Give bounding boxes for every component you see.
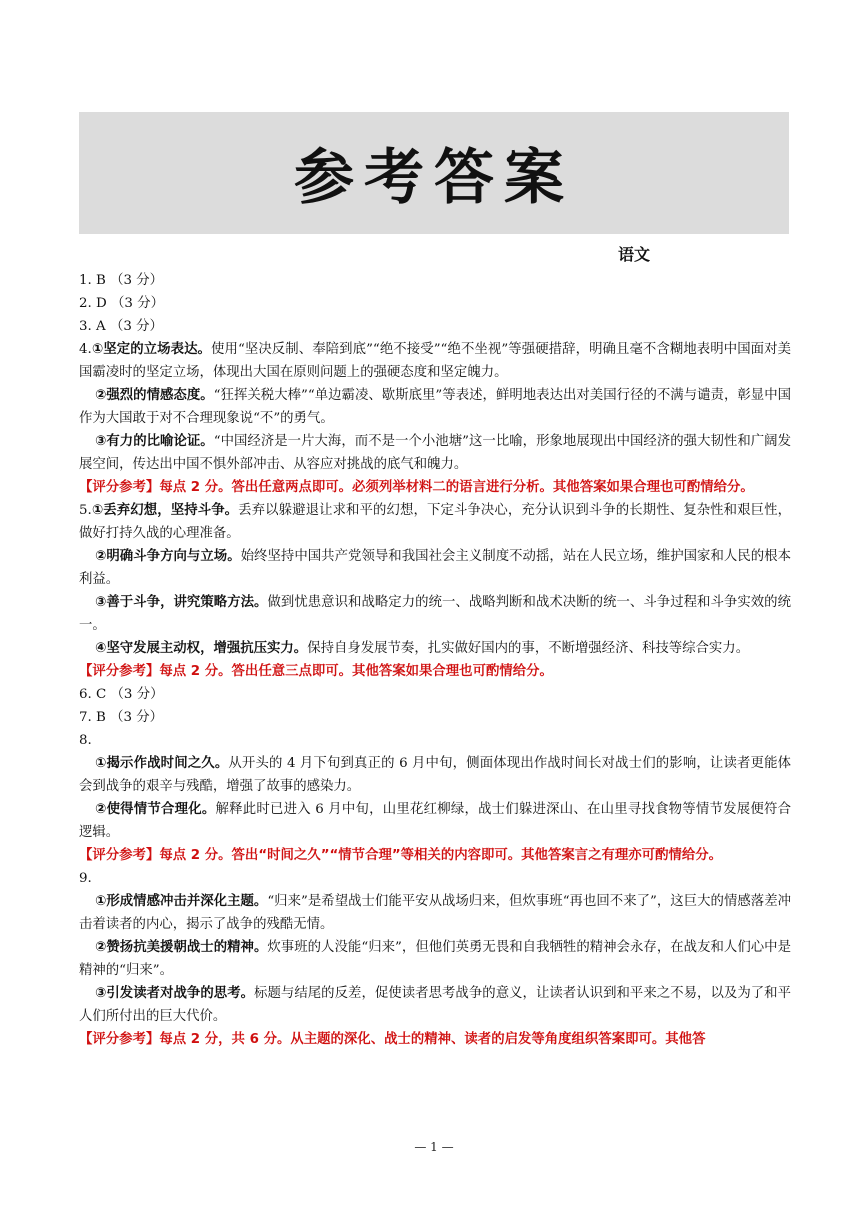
point-body: “归来”是希望战士们能平安从战场归来，但炊事班“再也回不来了”，这巨大的情感落差冲击着读者的内心，揭示了战争的残酷无情。: [79, 894, 791, 932]
point-heading: ①丢弃幻想，坚持斗争。: [91, 503, 239, 518]
answer-q7: 7. B （3 分）: [79, 710, 164, 725]
answer-q4-point3: [79, 430, 791, 476]
question-number: 5.: [79, 503, 92, 518]
question-number-q8: 8.: [79, 733, 92, 748]
page-title: 参考答案: [294, 143, 574, 213]
point-body: 解释此时已进入 6 月中旬，山里花红柳绿，战士们躲进深山、在山里寻找食物等情节发展便符合逻辑。: [79, 802, 792, 840]
page-number: — 1 —: [414, 1140, 454, 1154]
point-heading: ③引发读者对战争的思考。: [95, 986, 255, 1001]
answer-q5-point3: [79, 591, 791, 637]
point-heading: ①揭示作战时间之久。: [95, 756, 229, 771]
point-body: 使用“坚决反制、奉陪到底”“绝不接受”“绝不坐视”等强硬措辞，明确且毫不含糊地表明中国面对美国霸凌时的坚定立场，体现出大国在原则问题上的强硬态度和坚定魄力。: [79, 342, 791, 380]
point-body: 炊事班的人没能“归来”，但他们英勇无畏和自我牺牲的精神会永存，在战友和人们心中是精神的“归来”。: [79, 940, 791, 978]
scoring-note-q9: 【评分参考】每点 2 分，共 6 分。从主题的深化、战士的精神、读者的启发等角度组织答案即可。其他答: [79, 1032, 706, 1047]
answer-q9-point3: [79, 982, 791, 1028]
title-banner: [79, 112, 789, 234]
subject-label: 语文: [618, 245, 651, 264]
answer-q2: 2. D （3 分）: [79, 296, 164, 311]
answer-q5-point2: [79, 545, 791, 591]
point-body: 标题与结尾的反差，促使读者思考战争的意义，让读者认识到和平来之不易，以及为了和平人们所付出的巨大代价。: [79, 986, 791, 1024]
answer-q4-point1: [79, 338, 791, 384]
answer-q6: 6. C （3 分）: [79, 687, 164, 702]
point-body: “狂挥关税大棒”“单边霸凌、歇斯底里”等表述，鲜明地表达出对美国行径的不满与谴责，彰显中国作为大国敢于对不合理现象说“不”的勇气。: [79, 388, 791, 426]
answer-q5-point4: [79, 637, 791, 660]
scoring-note-q4: 【评分参考】每点 2 分。答出任意两点即可。必须列举材料二的语言进行分析。其他答案如果合理也可酌情给分。: [79, 480, 754, 495]
scoring-note-q5: 【评分参考】每点 2 分。答出任意三点即可。其他答案如果合理也可酌情给分。: [79, 664, 553, 679]
point-body: 做到忧患意识和战略定力的统一、战略判断和战术决断的统一、斗争过程和斗争实效的统一。: [79, 595, 791, 633]
answer-content: [79, 269, 791, 1051]
answer-q8-point1: [79, 752, 791, 798]
point-heading: ②赞扬抗美援朝战士的精神。: [95, 940, 268, 955]
answer-q9-point1: [79, 890, 791, 936]
answer-q4-point2: [79, 384, 791, 430]
scoring-note-q8: 【评分参考】每点 2 分。答出“时间之久”“情节合理”等相关的内容即可。其他答案言之有理亦可酌情给分。: [79, 848, 723, 863]
point-body: 丢弃以躲避退让求和平的幻想，下定斗争决心，充分认识到斗争的长期性、复杂性和艰巨性，做好打持久战的心理准备。: [79, 503, 791, 541]
point-heading: ③善于斗争，讲究策略方法。: [95, 595, 268, 610]
point-heading: ②使得情节合理化。: [95, 802, 216, 817]
answer-q5-point1: [79, 499, 791, 545]
point-heading: ②强烈的情感态度。: [95, 388, 214, 403]
answer-q9-point2: [79, 936, 791, 982]
point-heading: ②明确斗争方向与立场。: [95, 549, 241, 564]
point-body: 保持自身发展节奏，扎实做好国内的事，不断增强经济、科技等综合实力。: [307, 641, 750, 656]
answer-q8-point2: [79, 798, 791, 844]
point-heading: ①坚定的立场表达。: [91, 342, 212, 357]
answer-q1: 1. B （3 分）: [79, 273, 164, 288]
point-body: 始终坚持中国共产党领导和我国社会主义制度不动摇，站在人民立场，维护国家和人民的根本利益。: [79, 549, 791, 587]
point-heading: ①形成情感冲击并深化主题。: [95, 894, 268, 909]
point-body: “中国经济是一片大海，而不是一个小池塘”这一比喻，形象地展现出中国经济的强大韧性和广阔发展空间，传达出中国不惧外部冲击、从容应对挑战的底气和魄力。: [79, 434, 791, 472]
point-body: 从开头的 4 月下旬到真正的 6 月中旬，侧面体现出作战时间长对战士们的影响，让读者更能体会到战争的艰辛与残酷，增强了故事的感染力。: [79, 756, 792, 794]
answer-q3: 3. A （3 分）: [79, 319, 163, 334]
question-number: 4.: [79, 342, 92, 357]
point-heading: ④坚守发展主动权，增强抗压实力。: [95, 641, 308, 656]
point-heading: ③有力的比喻论证。: [95, 434, 214, 449]
question-number-q9: 9.: [79, 871, 92, 886]
